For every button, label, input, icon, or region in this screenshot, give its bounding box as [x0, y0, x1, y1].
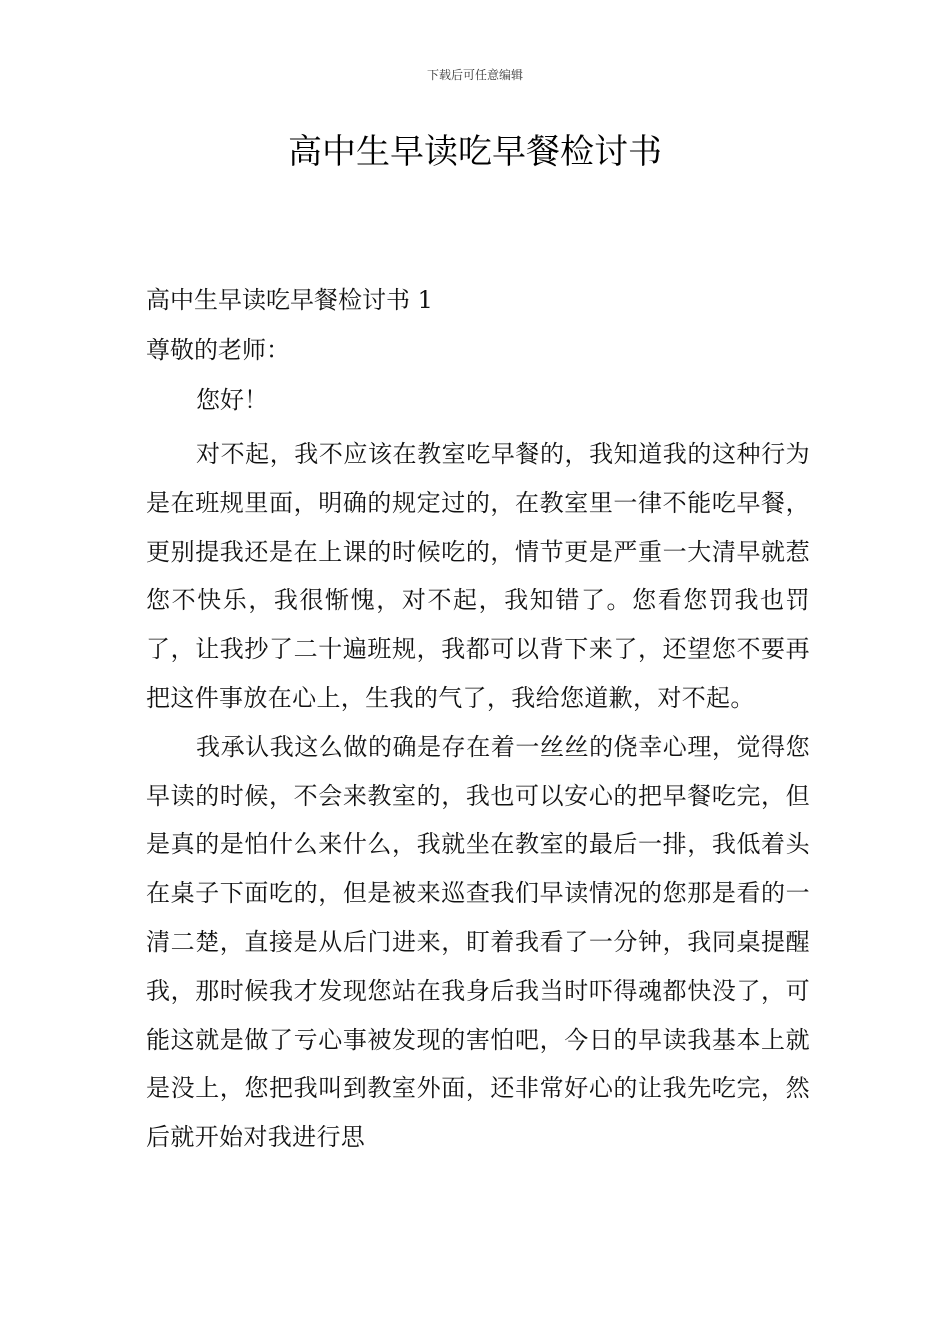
document-title: 高中生早读吃早餐检讨书	[288, 132, 662, 172]
salutation: 尊敬的老师：	[146, 336, 290, 364]
body-paragraph-2: 我承认我这么做的确是存在着一丝丝的侥幸心理，觉得您早读的时候，不会来教室的，我也可以安心的把早餐吃完，但是真的是怕什么来什么，我就坐在教室的最后一排，我低着头在桌子下面吃的，但是被来巡查我们早读情况的您那是看的一清二楚，直接是从后门进来，盯着我看了一分钟，我同桌提醒我，那时候我才发现您站在我身后我当时吓得魂都快没了，可能这就是做了亏心事被发现的害怕吧，今日的早读我基本上就是没上，您把我叫到教室外面，还非常好心的让我先吃完，然后就开始对我进行思	[146, 732, 810, 1152]
document-body	[146, 280, 810, 1162]
body-paragraph-1: 对不起，我不应该在教室吃早餐的，我知道我的这种行为是在班规里面，明确的规定过的，在教室里一律不能吃早餐，更别提我还是在上课的时候吃的，情节更是严重一大清早就惹您不快乐，我很惭愧，对不起，我知错了。您看您罚我也罚了，让我抄了二十遍班规，我都可以背下来了，还望您不要再把这件事放在心上，生我的气了，我给您道歉，对不起。	[146, 440, 810, 712]
header-note: 下载后可任意编辑	[426, 68, 523, 82]
greeting: 您好！	[196, 386, 268, 414]
section-heading: 高中生早读吃早餐检讨书 1	[146, 286, 433, 314]
